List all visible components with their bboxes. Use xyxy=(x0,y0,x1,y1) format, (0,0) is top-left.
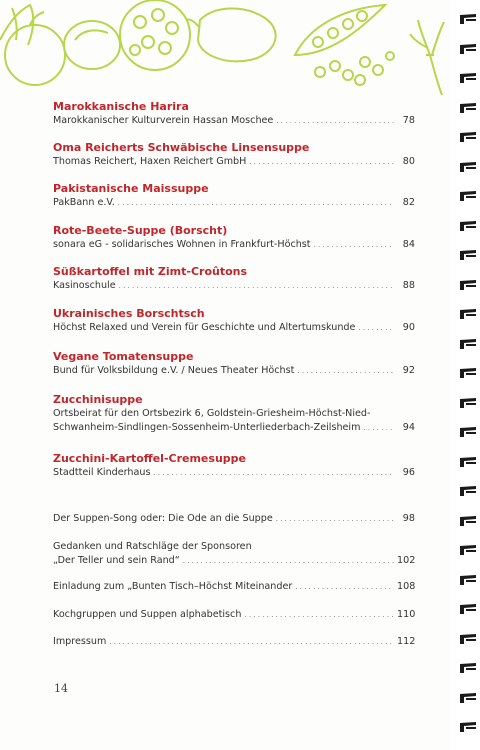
recipe-title: Rote-Beete-Suppe (Borscht) xyxy=(53,224,228,237)
toc-line xyxy=(53,155,415,169)
contributor: PakBann e.V. xyxy=(53,197,115,208)
binding-ring-icon xyxy=(458,101,478,115)
binding-ring-icon xyxy=(458,720,478,734)
vegetables-illustration xyxy=(0,0,450,95)
binding-ring-icon xyxy=(458,248,478,262)
contributor: Thomas Reichert, Haxen Reichert GmbH xyxy=(53,156,247,167)
leader-dots xyxy=(109,635,394,649)
binding-ring-icon xyxy=(458,543,478,557)
page-ref: 108 xyxy=(397,581,416,592)
toc-line xyxy=(53,635,415,649)
toc-entry[interactable] xyxy=(53,182,415,210)
page-ref: 112 xyxy=(397,636,416,647)
toc-extra[interactable] xyxy=(53,580,415,594)
leader-dots xyxy=(153,466,394,480)
binding-ring-icon xyxy=(458,484,478,498)
page-ref: 98 xyxy=(402,513,415,524)
toc-line xyxy=(53,421,415,435)
binding-ring-icon xyxy=(458,278,478,292)
recipe-title: Ukrainisches Borschtsch xyxy=(53,307,205,320)
binding-ring-icon xyxy=(458,130,478,144)
leader-dots xyxy=(297,364,394,378)
spiral-binding xyxy=(452,0,480,750)
recipe-title: Zucchini-Kartoffel-Cremesuppe xyxy=(53,452,246,465)
leader-dots xyxy=(276,114,394,128)
binding-ring-icon xyxy=(458,455,478,469)
binding-ring-icon xyxy=(458,573,478,587)
toc-line xyxy=(53,512,415,526)
binding-ring-icon xyxy=(458,160,478,174)
leader-dots xyxy=(363,421,394,435)
binding-ring-icon xyxy=(458,42,478,56)
binding-ring-icon xyxy=(458,337,478,351)
binding-ring-icon xyxy=(458,602,478,616)
section-title: Einladung zum „Bunten Tisch–Höchst Miteinander xyxy=(53,581,293,592)
recipe-title: Pakistanische Maissuppe xyxy=(53,182,209,195)
binding-ring-icon xyxy=(458,632,478,646)
toc-entry[interactable] xyxy=(53,224,415,252)
contributor: Höchst Relaxed und Verein für Geschichte und Altertumskunde xyxy=(53,322,356,333)
toc-line xyxy=(53,196,415,210)
binding-ring-icon xyxy=(458,514,478,528)
section-title: Impressum xyxy=(53,636,107,647)
toc-line xyxy=(53,554,415,568)
contributor: sonara eG - solidarisches Wohnen in Frankfurt-Höchst xyxy=(53,239,311,250)
page-ref: 94 xyxy=(402,422,415,433)
contributor: Marokkanischer Kulturverein Hassan Moschee xyxy=(53,115,274,126)
toc-extra[interactable] xyxy=(53,540,415,568)
leader-dots xyxy=(183,554,394,568)
leader-dots xyxy=(295,580,394,594)
section-title: Kochgruppen und Suppen alphabetisch xyxy=(53,609,242,620)
binding-ring-icon xyxy=(458,425,478,439)
contributor: Bund für Volksbildung e.V. / Neues Theater Höchst xyxy=(53,365,295,376)
toc-extra[interactable] xyxy=(53,512,415,526)
toc-line xyxy=(53,238,415,252)
toc-line xyxy=(53,608,415,622)
binding-ring-icon xyxy=(458,12,478,26)
recipe-title: Marokkanische Harira xyxy=(53,100,189,113)
binding-ring-icon xyxy=(458,307,478,321)
binding-ring-icon xyxy=(458,219,478,233)
toc-extra[interactable] xyxy=(53,635,415,649)
binding-ring-icon xyxy=(458,189,478,203)
page-ref: 96 xyxy=(402,467,415,478)
page-ref: 90 xyxy=(402,322,415,333)
page-ref: 102 xyxy=(397,555,416,566)
contributor: Schwanheim-Sindlingen-Sossenheim-Unterliederbach-Zeilsheim xyxy=(53,422,361,433)
contributor: Stadtteil Kinderhaus xyxy=(53,467,151,478)
page-number: 14 xyxy=(54,682,68,695)
toc-entry[interactable] xyxy=(53,350,415,378)
page-ref: 78 xyxy=(402,115,415,126)
page-ref: 82 xyxy=(402,197,415,208)
leader-dots xyxy=(119,279,394,293)
toc-entry[interactable] xyxy=(53,307,415,335)
toc-line xyxy=(53,364,415,378)
page-ref: 80 xyxy=(402,156,415,167)
page-ref: 84 xyxy=(402,239,415,250)
recipe-title: Süßkartoffel mit Zimt-Croûtons xyxy=(53,265,248,278)
toc-line xyxy=(53,279,415,293)
toc-entry[interactable] xyxy=(53,100,415,128)
binding-ring-icon xyxy=(458,661,478,675)
section-title: Der Suppen-Song oder: Die Ode an die Suppe xyxy=(53,513,273,524)
binding-ring-icon xyxy=(458,366,478,380)
leader-dots xyxy=(358,321,394,335)
recipe-title: Zucchinisuppe xyxy=(53,393,143,406)
toc-entry[interactable] xyxy=(53,265,415,293)
toc-extra[interactable] xyxy=(53,608,415,622)
toc-line xyxy=(53,114,415,128)
contributor: Kasinoschule xyxy=(53,280,116,291)
binding-ring-icon xyxy=(458,691,478,705)
leader-dots xyxy=(314,238,394,252)
toc-entry[interactable] xyxy=(53,393,415,435)
section-subtitle: „Der Teller und sein Rand“ xyxy=(53,555,180,566)
leader-dots xyxy=(249,155,394,169)
leader-dots xyxy=(244,608,394,622)
recipe-title: Oma Reicherts Schwäbische Linsensuppe xyxy=(53,141,310,154)
leader-dots xyxy=(276,512,394,526)
binding-ring-icon xyxy=(458,71,478,85)
toc-line xyxy=(53,466,415,480)
leader-dots xyxy=(118,196,394,210)
page-ref: 92 xyxy=(402,365,415,376)
recipe-title: Vegane Tomatensuppe xyxy=(53,350,194,363)
page-ref: 110 xyxy=(397,609,416,620)
toc-entry[interactable] xyxy=(53,452,415,480)
binding-ring-icon xyxy=(458,396,478,410)
contributor: Ortsbeirat für den Ortsbezirk 6, Goldstein-Griesheim-Höchst-Nied- xyxy=(53,408,371,419)
toc-line xyxy=(53,580,415,594)
toc-line xyxy=(53,321,415,335)
toc-entry[interactable] xyxy=(53,141,415,169)
section-title: Gedanken und Ratschläge der Sponsoren xyxy=(53,541,252,552)
page-ref: 88 xyxy=(402,280,415,291)
